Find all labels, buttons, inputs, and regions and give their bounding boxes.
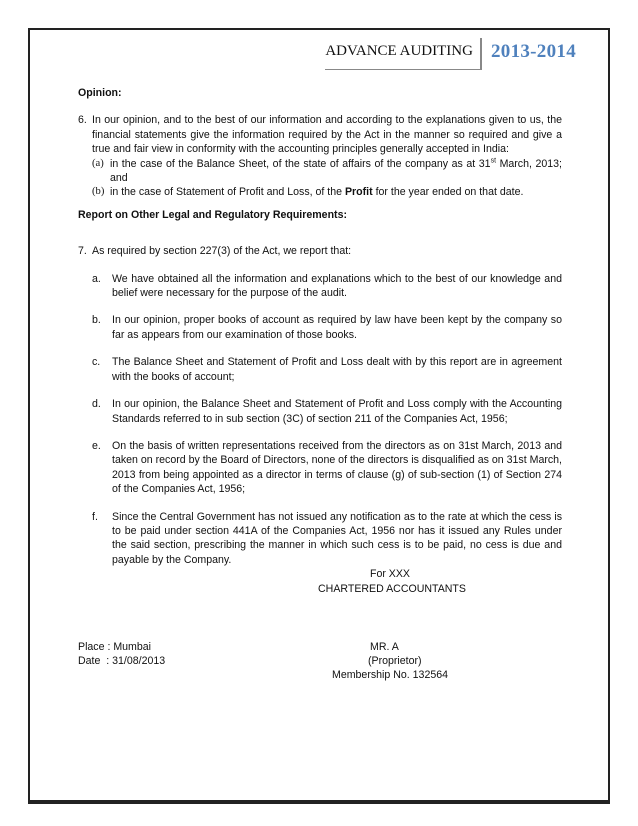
footer-block: [78, 640, 562, 684]
clause-text: In our opinion, proper books of account as required by law have been kept by the company so far as appears from our examination of those books.: [112, 314, 562, 341]
paragraph-number: 6.: [78, 114, 87, 127]
date-line: Date : 31/08/2013: [78, 654, 166, 667]
signatory-name: MR. A: [370, 640, 399, 653]
clause-6b: [78, 185, 562, 199]
clause-6a-text-pre: in the case of the Balance Sheet, of the state of affairs of the company as at 31: [110, 157, 491, 170]
paragraph-6-body: In our opinion, and to the best of our information and according to the explanations given to us, the financial statements give the information required by the Act in the manner so required and give a true and fair view in conformity with the accounting principles generally accepted in India:: [92, 114, 562, 156]
clause-7f: [78, 510, 562, 568]
paragraph-6-text: [78, 113, 562, 156]
clause-text: The Balance Sheet and Statement of Profit and Loss dealt with by this report are in agreement with the books of account;: [112, 356, 562, 383]
clause-label: c.: [92, 356, 101, 369]
signoff-for: For XXX: [369, 568, 411, 581]
clause-6a-sup: st: [490, 157, 497, 165]
clause-6b-text-pre: in the case of Statement of Profit and Loss, of the: [110, 186, 345, 199]
clause-label: f.: [92, 510, 98, 523]
clause-6a-text-post: March, 2013; and: [110, 157, 563, 185]
document-body: [78, 80, 562, 684]
paragraph-number: 7.: [78, 245, 87, 258]
clause-7b: [78, 313, 562, 342]
clause-label: d.: [92, 398, 101, 411]
report-heading: Report on Other Legal and Regulatory Requirements:: [78, 208, 347, 221]
header-year: 2013-2014: [480, 38, 576, 70]
clause-text: In our opinion, the Balance Sheet and Statement of Profit and Loss comply with the Accounting Standards referred to in sub section (3C) of section 211 of the Companies Act, 1956;: [112, 398, 562, 425]
paragraph-6: [78, 113, 562, 199]
clause-label: (b): [92, 186, 105, 198]
place-line: Place : Mumbai: [78, 640, 152, 653]
clause-text: Since the Central Government has not issued any notification as to the rate at which the cess is to be paid under section 441A of the Companies Act, 1956 nor has it issued any Rules under the said section, prescribing the manner in which such cess is to be paid, no cess is due and payable by the Company.: [112, 510, 562, 566]
clause-7e: [78, 439, 562, 497]
clause-7a: [78, 272, 562, 301]
clause-text: We have obtained all the information and explanations which to the best of our knowledge and belief were necessary for the purpose of the audit.: [112, 272, 562, 300]
header-title: ADVANCE AUDITING: [325, 38, 480, 70]
paragraph-7: [78, 244, 562, 258]
page-header: [325, 38, 576, 70]
clause-label: b.: [92, 314, 101, 327]
membership-number: Membership No. 132564: [332, 668, 449, 681]
clause-text: On the basis of written representations received from the directors as on 31st March, 2013 and taken on record by the Board of Directors, none of the directors is disqualified as on 31st March, 2013 from being appointed as a director in terms of clause (g) of sub-section (1) of Section 274 of the Companies Act, 1956;: [112, 439, 562, 496]
clause-6b-text-post: for the year ended on that date.: [372, 186, 524, 199]
opinion-heading: Opinion:: [78, 87, 122, 99]
clause-7c: [78, 355, 562, 384]
paragraph-7-text: As required by section 227(3) of the Act, we report that:: [92, 245, 352, 258]
clause-label: e.: [92, 439, 101, 452]
clause-label: (a): [92, 157, 104, 169]
clause-7d: [78, 397, 562, 426]
clause-6b-bold: Profit: [344, 186, 373, 199]
clause-label: a.: [92, 272, 101, 285]
signatory-role: (Proprietor): [368, 654, 422, 667]
signoff-firm: CHARTERED ACCOUNTANTS: [318, 582, 466, 595]
clause-6a: [78, 157, 562, 186]
